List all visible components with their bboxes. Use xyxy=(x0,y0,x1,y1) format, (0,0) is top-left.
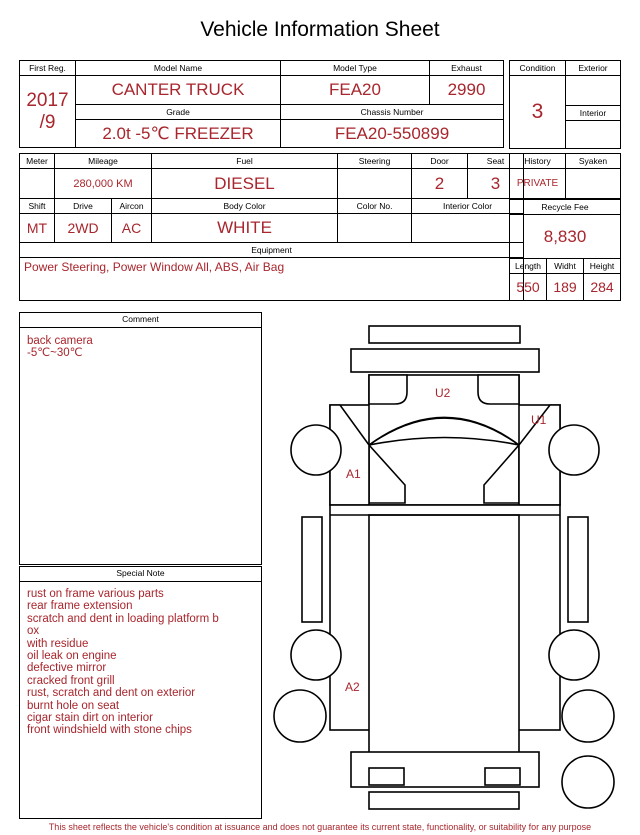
interior-label: Interior xyxy=(566,106,621,121)
exterior-label: Exterior xyxy=(566,61,621,76)
cargo-box-floor xyxy=(369,515,519,760)
special-note-item: rust on frame various parts xyxy=(27,588,164,600)
mirror-left xyxy=(291,425,341,475)
height-label: Height xyxy=(584,259,621,274)
special-note-item: burnt hole on seat xyxy=(27,699,120,712)
wheel-right-rear xyxy=(562,690,614,742)
special-note-item: front windshield with stone chips xyxy=(27,724,192,737)
aircon-label: Aircon xyxy=(112,199,152,214)
damage-marker-a2: A2 xyxy=(345,680,360,694)
special-note-item: with residue xyxy=(27,637,89,650)
spare-wheel xyxy=(562,756,614,808)
shift-value: MT xyxy=(20,214,55,243)
body-color-label: Body Color xyxy=(152,199,338,214)
special-note-item: defective mirror xyxy=(27,662,107,675)
condition-label: Condition xyxy=(510,61,566,76)
exterior-value xyxy=(566,76,621,106)
damage-marker-u1: U1 xyxy=(531,413,547,427)
special-note-item: cigar stain dirt on interior xyxy=(27,712,153,725)
color-no-value xyxy=(338,214,412,243)
roof-left-corner xyxy=(369,375,407,404)
exhaust-value: 2990 xyxy=(430,76,504,105)
first-reg-month: /9 xyxy=(39,111,56,133)
special-note-item: rear frame extension xyxy=(27,600,133,613)
recycle-fee-label: Recycle Fee xyxy=(510,200,621,215)
color-no-label: Color No. xyxy=(338,199,412,214)
special-note-list xyxy=(20,582,261,737)
special-note-item: cracked front grill xyxy=(27,674,115,687)
special-note-item: rust, scratch and dent on exterior xyxy=(27,687,196,700)
interior-color-label: Interior Color xyxy=(412,199,524,214)
body-color-value: WHITE xyxy=(152,214,338,243)
front-bumper xyxy=(369,326,520,343)
page-title: Vehicle Information Sheet xyxy=(200,18,440,41)
vehicle-detail-table xyxy=(19,153,524,301)
shift-label: Shift xyxy=(20,199,55,214)
chassis-number-label: Chassis Number xyxy=(281,105,504,120)
disclaimer-footer: This sheet reflects the vehicle's condition at issuance and does not guarantee its current state, functionality, or suitability for any purpose xyxy=(48,822,592,832)
grade-label: Grade xyxy=(76,105,281,120)
first-reg-value xyxy=(20,76,76,148)
roof-right-corner xyxy=(478,375,519,404)
recycle-fee-value: 8,830 xyxy=(510,215,621,259)
grade-value: 2.0t -5℃ FREEZER xyxy=(76,120,281,148)
history-label: History xyxy=(510,154,566,169)
history-table xyxy=(509,153,621,199)
steering-label: Steering xyxy=(338,154,412,169)
equipment-label: Equipment xyxy=(20,243,524,258)
history-value: PRIVATE xyxy=(510,169,566,199)
rear-light-right xyxy=(485,768,520,785)
truck-damage-diagram xyxy=(262,312,640,820)
first-reg-label: First Reg. xyxy=(20,61,76,76)
mileage-value: 280,000 KM xyxy=(55,169,152,199)
length-label: Length xyxy=(510,259,547,274)
syaken-value xyxy=(566,169,621,199)
rear-step xyxy=(369,792,519,809)
syaken-label: Syaken xyxy=(566,154,621,169)
wheel-left-rear xyxy=(274,690,326,742)
mileage-label: Mileage xyxy=(55,154,152,169)
comment-box xyxy=(19,312,262,565)
fuel-label: Fuel xyxy=(152,154,338,169)
meter-label: Meter xyxy=(20,154,55,169)
special-note-item: scratch and dent in loading platform b xyxy=(27,612,219,625)
comment-text: back camera -5℃~30℃ xyxy=(27,335,93,360)
vehicle-main-table xyxy=(19,60,504,148)
steering-value xyxy=(338,169,412,199)
width-label: Widht xyxy=(547,259,584,274)
drive-value: 2WD xyxy=(55,214,112,243)
condition-value: 3 xyxy=(510,76,566,149)
drive-label: Drive xyxy=(55,199,112,214)
door-label: Door xyxy=(412,154,468,169)
side-panel-left xyxy=(302,517,322,622)
model-type-label: Model Type xyxy=(281,61,430,76)
wheel-left-front xyxy=(291,630,341,680)
special-note-item: oil leak on engine xyxy=(27,650,117,663)
mirror-right xyxy=(549,425,599,475)
meter-value xyxy=(20,169,55,199)
hood xyxy=(351,349,539,372)
seat-value: 3 xyxy=(468,169,524,199)
damage-marker-u2: U2 xyxy=(435,386,451,400)
exhaust-label: Exhaust xyxy=(430,61,504,76)
recycle-table xyxy=(509,199,621,301)
rear-light-left xyxy=(369,768,404,785)
length-value: 550 xyxy=(510,274,547,301)
width-value: 189 xyxy=(547,274,584,301)
special-note-label: Special Note xyxy=(20,567,261,582)
interior-color-value xyxy=(412,214,524,243)
model-type-value: FEA20 xyxy=(281,76,430,105)
wheel-right-front xyxy=(549,630,599,680)
interior-value xyxy=(566,121,621,149)
model-name-label: Model Name xyxy=(76,61,281,76)
door-value: 2 xyxy=(412,169,468,199)
fuel-value: DIESEL xyxy=(152,169,338,199)
condition-table xyxy=(509,60,621,149)
damage-marker-a1: A1 xyxy=(346,467,361,481)
special-note-item: ox xyxy=(27,625,40,638)
chassis-number-value: FEA20-550899 xyxy=(281,120,504,148)
side-panel-right xyxy=(568,517,588,622)
first-reg-year: 2017 xyxy=(26,89,69,111)
model-name-value: CANTER TRUCK xyxy=(76,76,281,105)
aircon-value: AC xyxy=(112,214,152,243)
special-note-box xyxy=(19,566,262,819)
seat-label: Seat xyxy=(468,154,524,169)
height-value: 284 xyxy=(584,274,621,301)
comment-label: Comment xyxy=(20,313,261,328)
equipment-value: Power Steering, Power Window All, ABS, Air Bag xyxy=(20,258,524,301)
